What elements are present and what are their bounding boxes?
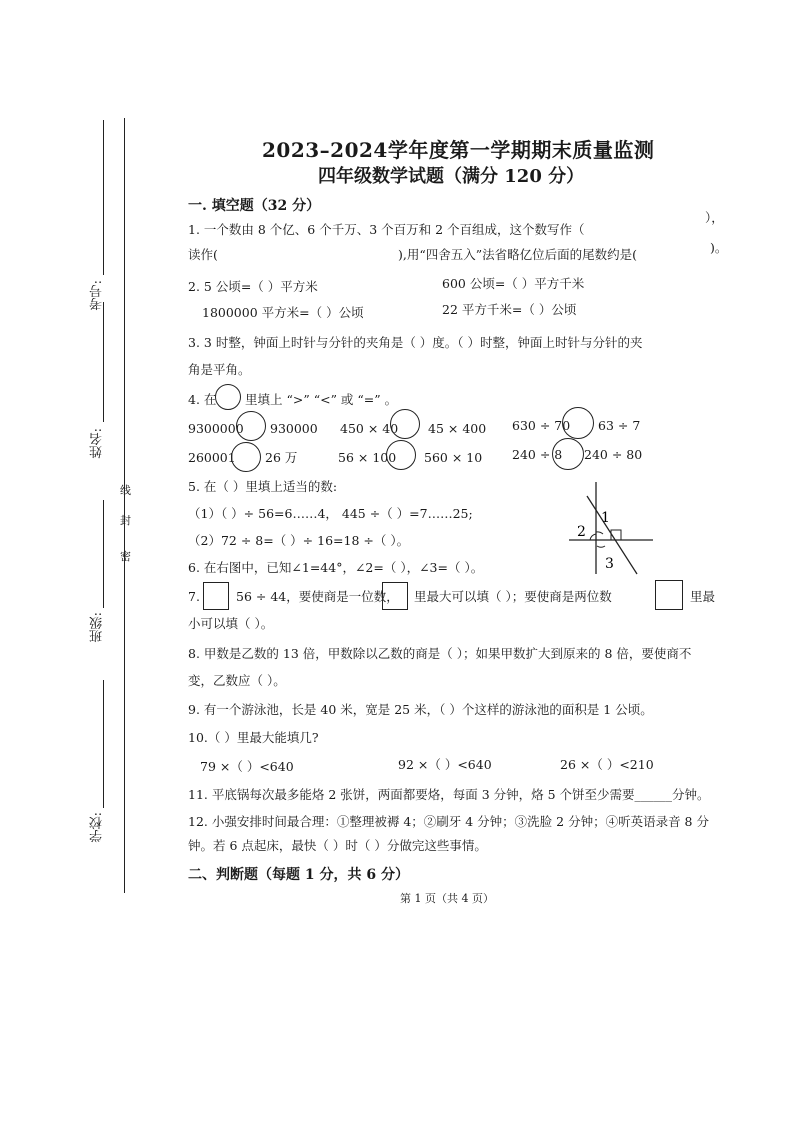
angle-figure [565,480,655,580]
q7-b: 里最大可以填（ ）；要使商是两位数 [414,589,612,604]
q8-line2: 变，乙数应（ ）。 [188,673,286,688]
page-footer: 第 1 页（共 4 页） [400,892,494,905]
q4-lead-a: 4. 在 [188,392,217,407]
compare-circle[interactable] [390,409,420,439]
exam-number-underline [103,120,104,275]
q4-lead-b: 里填上 “>” “<” 或 “=” 。 [245,392,398,407]
q4-r1-right-2: 45 × 400 [428,421,487,436]
q4-r1-right-1: 930000 [270,421,318,436]
q8-line1: 8. 甲数是乙数的 13 倍，甲数除以乙数的商是（ ）；如果甲数扩大到原来的 8 倍，要使商不 [188,646,692,661]
section-2-heading: 二、判断题（每题 1 分，共 6 分） [188,867,409,883]
class-label: 班级: [90,612,105,643]
angle-label-1: 1 [601,510,610,526]
q6-text: 6. 在右图中，已知∠1=44°，∠2=（ ），∠3=（ ）。 [188,560,484,575]
q7-a: 56 ÷ 44，要使商是一位数， [236,589,399,604]
q4-r2-left-2: 56 × 100 [338,450,397,465]
q9-text: 9. 有一个游泳池，长是 40 米，宽是 25 米，（ ）个这样的游泳池的面积是 1 公顷。 [188,702,653,717]
compare-circle[interactable] [386,440,416,470]
q3-line1: 3. 3 时整，钟面上时针与分针的夹角是（ ）度。（ ）时整，钟面上时针与分针的夹 [188,335,643,350]
q12-line1: 12. 小强安排时间最合理：①整理被褥 4；②刷牙 4 分钟；③洗脸 2 分钟；④听英语录音 8 分 [188,814,709,829]
compare-circle[interactable] [552,438,584,470]
q1-line2-b: ),用“四舍五入”法省略亿位后面的尾数约是( [398,247,638,262]
q7-line2: 小可以填（ ）。 [188,616,274,631]
q4-r2-right-2: 560 × 10 [424,450,483,465]
q5-a: （1）（ ）÷ 56=6……4， 445 ÷（ ）=7……25; [188,506,473,521]
q4-r1-right-3: 63 ÷ 7 [598,418,641,433]
q10-b: 92 ×（ ）<640 [398,757,492,772]
q4-r2-left-1: 260001 [188,450,236,465]
q4-r2-right-3: 240 ÷ 80 [584,447,643,462]
q2-a: 2. 5 公顷=（ ）平方米 [188,279,318,294]
digit-box[interactable] [655,580,683,610]
name-label: 姓名: [90,428,105,459]
exam-number-label: 考号: [90,280,105,311]
exam-subtitle: 四年级数学试题（满分 120 分） [318,166,585,187]
q7-c: 里最 [690,589,716,604]
seal-char-mi: 密 [120,550,131,563]
seal-char-xian: 线 [120,484,131,497]
q4-r1-left-2: 450 × 40 [340,421,399,436]
q1-line2-end: )。 [710,240,728,255]
q3-line2: 角是平角。 [188,362,251,377]
class-underline [103,500,104,608]
digit-box[interactable] [382,582,408,610]
section-1-heading: 一. 填空题（32 分） [188,198,321,214]
binding-line-left [124,118,125,893]
q12-line2: 钟。若 6 点起床，最快（ ）时（ ）分做完这些事情。 [188,838,487,853]
q10-lead: 10.（ ）里最大能填几? [188,730,319,745]
school-label: 学校: [90,812,105,843]
q4-r1-left-1: 9300000 [188,421,244,436]
school-underline [103,680,104,808]
q11-text: 11. 平底锅每次最多能烙 2 张饼，两面都要烙，每面 3 分钟，烙 5 个饼至少需要______分钟。 [188,787,710,802]
name-underline [103,302,104,422]
compare-circle[interactable] [231,442,261,472]
angle-label-2: 2 [577,524,586,540]
seal-char-feng: 封 [120,514,131,527]
compare-circle[interactable] [562,407,594,439]
q1-line2-a: 读作( [188,247,218,262]
compare-circle[interactable] [236,411,266,441]
q5-lead: 5. 在（ ）里填上适当的数: [188,479,338,494]
q4-r2-left-3: 240 ÷ 8 [512,447,563,462]
q1-line1-end: ）， [705,210,724,225]
q1-line1: 1. 一个数由 8 个亿、6 个千万、3 个百万和 2 个百组成，这个数写作（ [188,222,585,237]
q7-number: 7. [188,589,200,604]
compare-circle-sample [215,384,241,410]
digit-box[interactable] [203,582,229,610]
q2-b: 600 公顷=（ ）平方千米 [442,276,585,291]
q10-c: 26 ×（ ）<210 [560,757,654,772]
q2-c: 1800000 平方米=（ ）公顷 [202,305,364,320]
q5-b: （2）72 ÷ 8=（ ）÷ 16=18 ÷（ ）。 [188,533,410,548]
q2-d: 22 平方千米=（ ）公顷 [442,302,577,317]
exam-title: 2023–2024学年度第一学期期末质量监测 [262,138,655,162]
q4-r1-left-3: 630 ÷ 70 [512,418,571,433]
angle-label-3: 3 [605,556,614,572]
q4-r2-right-1: 26 万 [265,450,298,465]
q10-a: 79 ×（ ）<640 [200,759,294,774]
